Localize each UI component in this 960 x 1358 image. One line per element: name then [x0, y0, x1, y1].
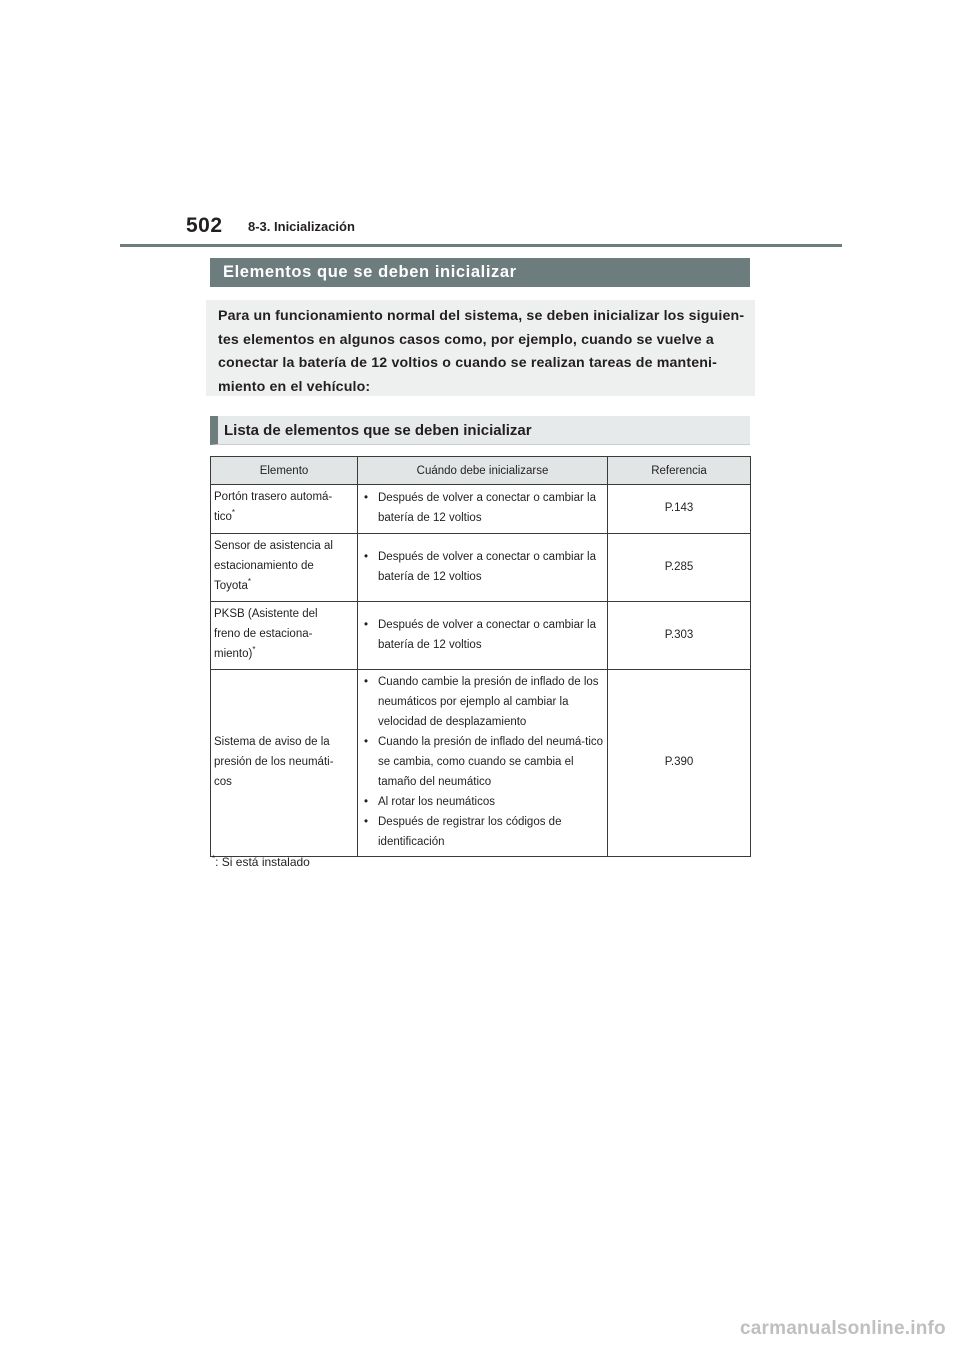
table-row — [211, 534, 751, 602]
list-item: • Al rotar los neumáticos — [364, 792, 604, 812]
table-row — [211, 670, 751, 857]
element-line: Toyota* — [214, 577, 252, 592]
list-item: • Después de registrar los códigos de identificación — [364, 812, 604, 852]
asterisk-marker: * — [252, 645, 256, 655]
asterisk-marker: * — [231, 508, 236, 518]
when-cell — [358, 485, 608, 534]
intro-box — [206, 300, 755, 396]
element-cell — [211, 485, 358, 534]
asterisk-marker: * — [247, 577, 252, 587]
section-title: Elementos que se deben inicializar — [223, 263, 517, 281]
element-cell — [211, 670, 358, 857]
element-line: Sistema de aviso de la — [214, 736, 330, 748]
list-item: • Después de volver a conectar o cambiar la batería de 12 voltios — [364, 547, 604, 587]
footnote-text: : Si está instalado — [215, 855, 310, 869]
element-line: cos — [214, 776, 232, 788]
list-item: • Después de volver a conectar o cambiar la batería de 12 voltios — [364, 488, 604, 528]
column-header-reference: Referencia — [608, 457, 751, 485]
table-row — [211, 485, 751, 534]
table-row — [211, 602, 751, 670]
section-label: 8-3. Inicialización — [248, 219, 355, 234]
intro-line: conectar la batería de 12 voltios o cuando se realizan tareas de manteni- — [218, 355, 718, 372]
element-line: miento)* — [214, 645, 256, 660]
element-line: PKSB (Asistente del — [214, 608, 318, 620]
element-cell — [211, 534, 358, 602]
element-line: freno de estaciona- — [214, 628, 313, 640]
subsection-header — [210, 416, 750, 445]
element-line: tico* — [214, 508, 236, 523]
reference-cell: P.390 — [608, 670, 751, 857]
column-header-when: Cuándo debe inicializarse — [358, 457, 608, 485]
column-header-element: Elemento — [211, 457, 358, 485]
reference-cell: P.285 — [608, 534, 751, 602]
element-line: presión de los neumáti- — [214, 756, 334, 768]
when-cell — [358, 602, 608, 670]
watermark: carmanualsonline.info — [740, 1318, 946, 1339]
list-item: • Cuando cambie la presión de inflado de los neumáticos por ejemplo al cambiar la velocidad de desplazamiento — [364, 672, 604, 732]
element-line: Sensor de asistencia al — [214, 540, 333, 552]
intro-line: miento en el vehículo: — [218, 378, 371, 395]
intro-line: Para un funcionamiento normal del sistema, se deben inicializar los siguien- — [218, 308, 745, 324]
reference-cell: P.303 — [608, 602, 751, 670]
list-item: • Después de volver a conectar o cambiar la batería de 12 voltios — [364, 615, 604, 655]
element-cell — [211, 602, 358, 670]
page-number: 502 — [186, 214, 223, 237]
items-table — [210, 456, 751, 857]
footnote-marker: * — [212, 854, 216, 863]
element-line: estacionamiento de — [214, 560, 314, 572]
intro-line: tes elementos en algunos casos como, por ejemplo, cuando se vuelve a — [218, 331, 714, 348]
header-rule — [120, 244, 842, 247]
table-header-row — [211, 457, 751, 485]
subsection-title: Lista de elementos que se deben inicializar — [224, 421, 532, 439]
element-line: Portón trasero automá- — [214, 491, 333, 503]
list-item: • Cuando la presión de inflado del neumá-tico se cambia, como cuando se cambia el tamaño del neumático — [364, 732, 604, 792]
when-cell — [358, 534, 608, 602]
section-title-bar — [210, 258, 750, 287]
reference-cell: P.143 — [608, 485, 751, 534]
footnote — [212, 854, 310, 869]
when-cell — [358, 670, 608, 857]
